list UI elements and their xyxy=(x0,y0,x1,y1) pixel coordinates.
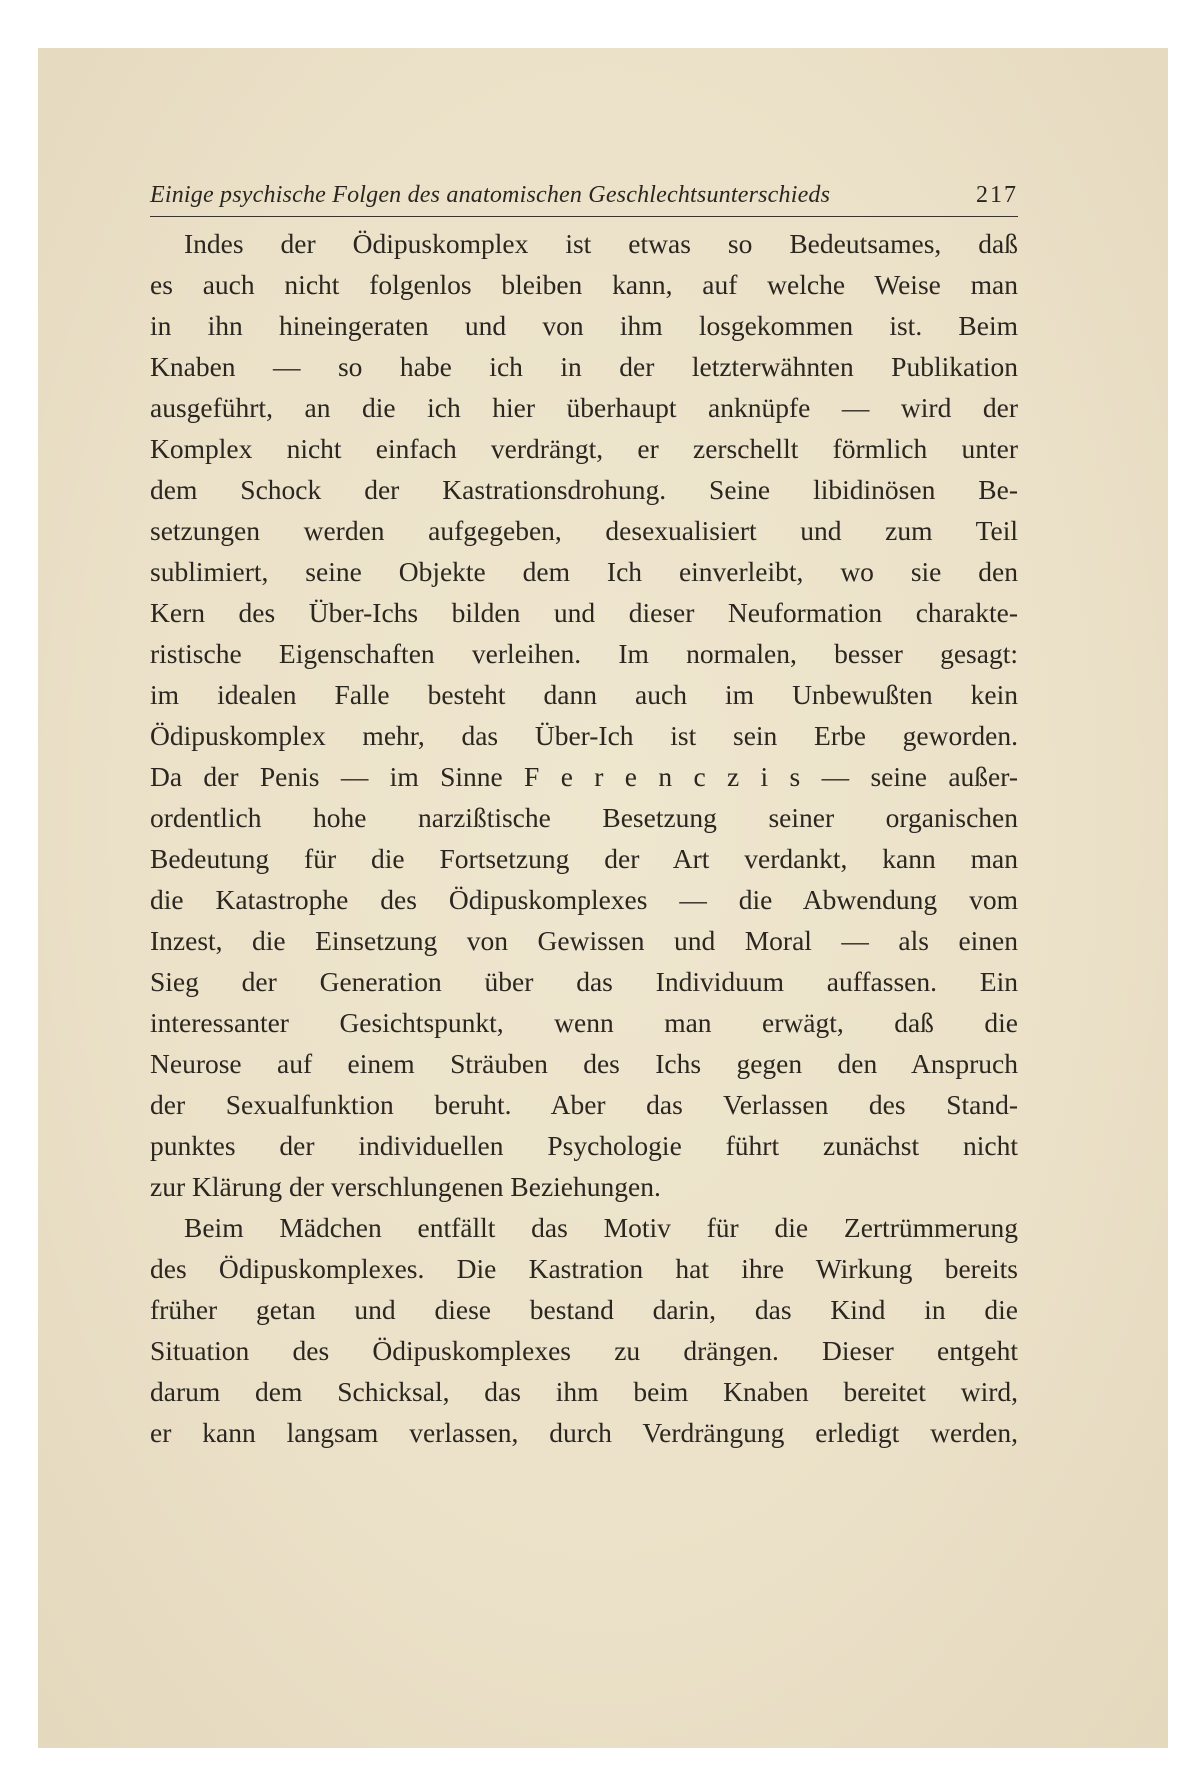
text-line: Beim Mädchen entfällt das Motiv für die Zertrümmerung xyxy=(184,1212,1018,1243)
paragraph-1 xyxy=(150,223,1018,1207)
running-head-title: Einige psychische Folgen des anatomischen Geschlechtsunterschieds xyxy=(150,182,831,208)
text-line: die Katastrophe des Ödipuskomplexes — die Abwendung vom xyxy=(150,884,1018,915)
body-text xyxy=(150,223,1018,1453)
text-line: Neurose auf einem Sträuben des Ichs gegen den Anspruch xyxy=(150,1048,1018,1079)
text-line: ristische Eigenschaften verleihen. Im normalen, besser gesagt: xyxy=(150,638,1018,669)
text-line: darum dem Schicksal, das ihm beim Knaben bereitet wird, xyxy=(150,1376,1018,1407)
text-line: der Sexualfunktion beruht. Aber das Verlassen des Stand- xyxy=(150,1089,1018,1120)
text-line: Inzest, die Einsetzung von Gewissen und Moral — als einen xyxy=(150,925,1018,956)
text-line: interessanter Gesichtspunkt, wenn man erwägt, daß die xyxy=(150,1007,1018,1038)
text-line: im idealen Falle besteht dann auch im Unbewußten kein xyxy=(150,679,1018,710)
text-line: Indes der Ödipuskomplex ist etwas so Bedeutsames, daß xyxy=(184,228,1018,259)
text-line: sublimiert, seine Objekte dem Ich einverleibt, wo sie den xyxy=(150,556,1018,587)
text-line: Bedeutung für die Fortsetzung der Art verdankt, kann man xyxy=(150,843,1018,874)
text-line: früher getan und diese bestand darin, das Kind in die xyxy=(150,1294,1018,1325)
text-line: in ihn hineingeraten und von ihm losgekommen ist. Beim xyxy=(150,310,1018,341)
text-line: er kann langsam verlassen, durch Verdrängung erledigt werden, xyxy=(150,1417,1018,1448)
running-head xyxy=(150,182,1018,217)
text-line: setzungen werden aufgegeben, desexualisiert und zum Teil xyxy=(150,515,1018,546)
text-line: es auch nicht folgenlos bleiben kann, auf welche Weise man xyxy=(150,269,1018,300)
text-line: Knaben — so habe ich in der letzterwähnten Publikation xyxy=(150,351,1018,382)
text-line: Ödipuskomplex mehr, das Über-Ich ist sein Erbe geworden. xyxy=(150,720,1018,751)
text-line: Kern des Über-Ichs bilden und dieser Neuformation charakte- xyxy=(150,597,1018,628)
book-page xyxy=(150,182,1018,1453)
text-line: des Ödipuskomplexes. Die Kastration hat ihre Wirkung bereits xyxy=(150,1253,1018,1284)
text-line: dem Schock der Kastrationsdrohung. Seine libidinösen Be- xyxy=(150,474,1018,505)
text-line: Sieg der Generation über das Individuum auffassen. Ein xyxy=(150,966,1018,997)
text-line: Situation des Ödipuskomplexes zu drängen. Dieser entgeht xyxy=(150,1335,1018,1366)
text-line: punktes der individuellen Psychologie führt zunächst nicht xyxy=(150,1130,1018,1161)
text-line: Da der Penis — im Sinne F e r e n c z i s — seine außer- xyxy=(150,761,1018,792)
paragraph-2 xyxy=(150,1207,1018,1453)
text-line: Komplex nicht einfach verdrängt, er zerschellt förmlich unter xyxy=(150,433,1018,464)
page-number: 217 xyxy=(976,182,1018,208)
text-line: ordentlich hohe narzißtische Besetzung seiner organischen xyxy=(150,802,1018,833)
text-line: ausgeführt, an die ich hier überhaupt anknüpfe — wird der xyxy=(150,392,1018,423)
text-line: zur Klärung der verschlungenen Beziehungen. xyxy=(150,1171,661,1202)
